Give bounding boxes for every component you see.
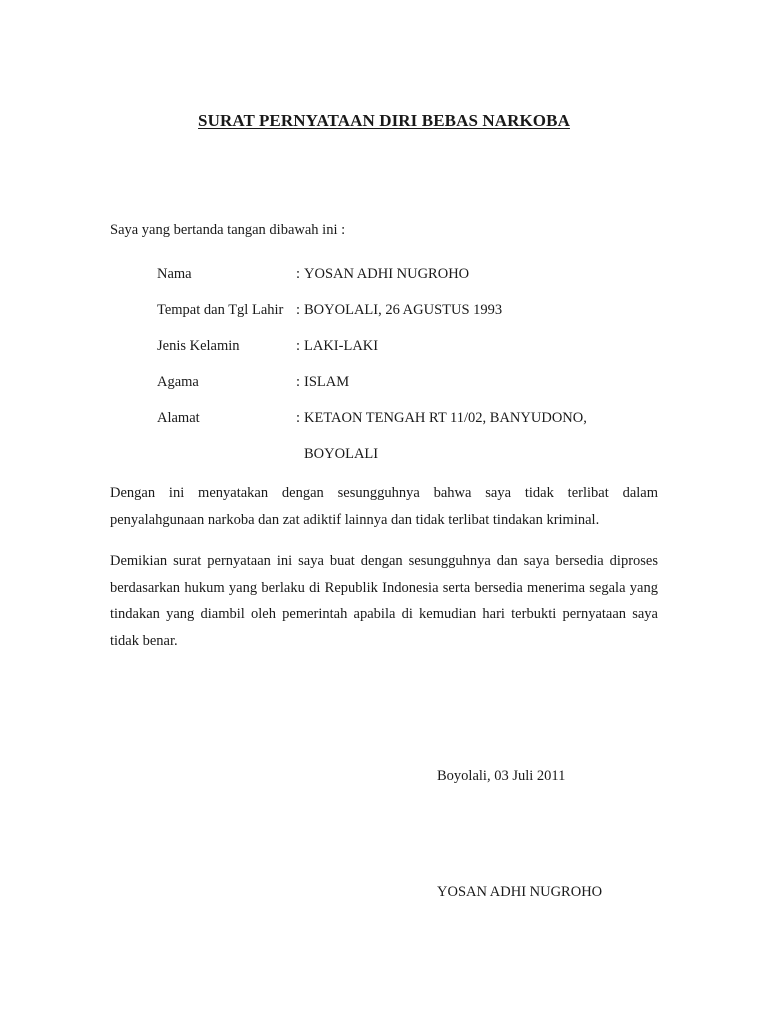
field-separator: : [296, 338, 301, 354]
statement-paragraph: Dengan ini menyatakan dengan sesungguhnya bahwa saya tidak terlibat dalam penyalahgunaan narkoba dan zat adiktif lainnya dan tidak terlibat tindakan kriminal. [110, 485, 658, 528]
field-value: LAKI-LAKI [304, 338, 379, 354]
closing-paragraph: Demikian surat pernyataan ini saya buat dengan sesungguhnya dan saya bersedia diproses berdasarkan hukum yang berlaku di Republik Indonesia serta bersedia menerima segala yang tindakan yang diambil oleh pemerintah apabila di kemudian hari terbukti pernyataan saya tidak benar. [110, 553, 658, 649]
document-title: SURAT PERNYATAAN DIRI BEBAS NARKOBA [198, 111, 570, 130]
field-label: Nama [157, 266, 192, 282]
field-separator: : [296, 374, 301, 390]
field-value: YOSAN ADHI NUGROHO [304, 266, 470, 282]
address-continuation: BOYOLALI [304, 446, 379, 462]
place-date: Boyolali, 03 Juli 2011 [437, 768, 566, 784]
field-value: BOYOLALI, 26 AGUSTUS 1993 [304, 302, 503, 318]
field-separator: : [296, 266, 301, 282]
signatory-name: YOSAN ADHI NUGROHO [437, 884, 603, 900]
field-label: Agama [157, 374, 199, 390]
field-value: ISLAM [304, 374, 350, 390]
field-separator: : [296, 302, 301, 318]
field-separator: : [296, 410, 301, 426]
field-label: Tempat dan Tgl Lahir [157, 302, 284, 318]
field-label: Jenis Kelamin [157, 338, 240, 354]
field-label: Alamat [157, 410, 200, 426]
intro-line: Saya yang bertanda tangan dibawah ini : [110, 222, 346, 238]
field-value: KETAON TENGAH RT 11/02, BANYUDONO, [304, 410, 587, 426]
